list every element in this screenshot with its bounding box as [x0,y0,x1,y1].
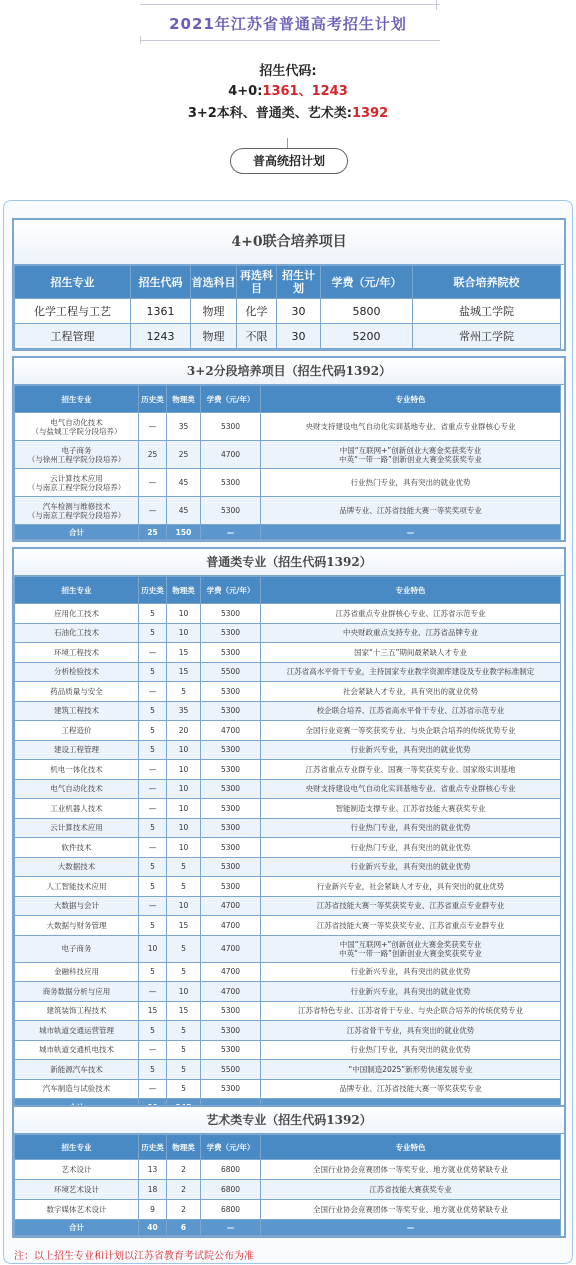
col-header: 学费（元/年） [201,1135,261,1160]
cell: 汽车制造与试验技术 [15,1079,139,1099]
col-header: 招生专业 [15,266,131,299]
cell: 10 [167,838,201,858]
cell: 2 [167,1200,201,1220]
cell: 5 [139,818,167,838]
cell: 5 [167,877,201,897]
total-cell: — [261,1220,561,1236]
table-row [15,838,561,858]
cell: 人工智能技术应用 [15,877,139,897]
col-header: 首选科目 [191,266,237,299]
codes-value: 1361、1243 [262,84,348,99]
cell: 1243 [131,324,191,349]
codes-line-3plus2 [0,102,576,121]
codes-value: 1392 [352,106,389,121]
table-row [15,497,561,525]
total-cell: 25 [139,525,167,540]
total-cell: 150 [167,525,201,540]
cell: 5300 [201,838,261,858]
cell: 5 [167,1040,201,1060]
total-cell: — [201,1220,261,1236]
segmented-header-row [15,386,561,413]
cell: 4700 [201,916,261,936]
col-header: 招生代码 [131,266,191,299]
cell: 电气自动化技术 （与盐城工学院分段培养） [15,413,139,441]
cell: 5 [167,857,201,877]
table-row [15,1200,561,1220]
cell: 15 [167,1001,201,1021]
cell: 江苏省重点专业群专业、国赛一等奖获奖专业、国家级实训基地 [261,760,561,780]
cell: 5300 [201,740,261,760]
cell: 城市轨道交通运营管理 [15,1021,139,1041]
cell: 物理 [191,324,237,349]
cell: 10 [167,982,201,1002]
cell: 15 [167,643,201,663]
cell: 工程造价 [15,721,139,741]
cell: 应用化工技术 [15,604,139,624]
cell: 5 [167,1021,201,1041]
cell: 城市轨道交通机电技术 [15,1040,139,1060]
cell: 10 [167,799,201,819]
cell: 25 [139,441,167,469]
table-row [15,604,561,624]
general-title: 普通类专业（招生代码1392） [14,549,564,576]
col-header: 联合培养院校 [413,266,561,299]
codes-prefix: 3+2本科、普通类、艺术类: [187,106,352,121]
plan-pill-wrap [0,138,576,178]
total-cell: — [261,525,561,540]
table-row [15,299,561,324]
cell: 1361 [131,299,191,324]
table-row [15,1180,561,1200]
cell: 10 [139,935,167,962]
arts-table [14,1134,561,1236]
cell: 电子商务 （与徐州工程学院分段培养） [15,441,139,469]
header [0,0,576,50]
cell: 2 [167,1180,201,1200]
cell: 行业热门专业，具有突出的就业优势 [261,838,561,858]
cell: 品牌专业、江苏省技能大赛一等奖获奖专业 [261,1079,561,1099]
cell: 江苏省高水平骨干专业，主持国家专业教学资源库建设及专业教学标准制定 [261,662,561,682]
table-row [15,721,561,741]
total-cell: — [201,525,261,540]
cell: 不限 [237,324,277,349]
cell: 江苏省特色专业、江苏省骨干专业、与央企联合培养的传统优势专业 [261,1001,561,1021]
cell: 大数据技术 [15,857,139,877]
table-row [15,799,561,819]
cell: 软件技术 [15,838,139,858]
cell: 13 [139,1160,167,1180]
cell: 5 [139,1060,167,1080]
cell: 5300 [201,413,261,441]
cell: 分析检验技术 [15,662,139,682]
cell: 5 [139,916,167,936]
cell: 6800 [201,1200,261,1220]
cell: 5300 [201,1021,261,1041]
arts-header-row [15,1135,561,1160]
cell: 4700 [201,441,261,469]
cell: 10 [167,896,201,916]
cell: — [139,982,167,1002]
cell: 江苏省技能大赛获奖专业 [261,1180,561,1200]
cell: 央财支持建设电气自动化实训基地专业、省重点专业群核心专业 [261,413,561,441]
table-row [15,1040,561,1060]
table-row [15,896,561,916]
cell: 化学工程与工艺 [15,299,131,324]
cell: 6800 [201,1160,261,1180]
codes-line-4plus0 [0,80,576,99]
cell: 20 [167,721,201,741]
cell: 5300 [201,469,261,497]
cell: 30 [277,299,321,324]
cell: 中国“互联网+”创新创业大赛金奖获奖专业 中英“一带一路”创新创业大赛金奖获奖专业 [261,441,561,469]
cell: 4700 [201,721,261,741]
col-header: 专业特色 [261,577,561,604]
cell: 2 [167,1160,201,1180]
cell: 物理 [191,299,237,324]
general-table [14,576,561,1116]
cell: 10 [167,740,201,760]
cell: 行业新兴专业，具有突出的就业优势 [261,857,561,877]
segmented-table [14,385,561,540]
footnote: 注：以上招生专业和计划以江苏省教育考试院公布为准 [14,1251,254,1262]
cell: — [139,1079,167,1099]
cell: — [139,760,167,780]
cell: 5300 [201,799,261,819]
cell: 校企联合培养、江苏省高水平骨干专业、江苏省示范专业 [261,701,561,721]
cell: 建筑装饰工程技术 [15,1001,139,1021]
total-cell: 合计 [15,1220,139,1236]
cell: 全国行业协会竞赛团体一等奖专业、地方就业优势紧缺专业 [261,1200,561,1220]
cell: 10 [167,623,201,643]
col-header: 专业特色 [261,386,561,413]
cell: 45 [167,469,201,497]
table-row [15,818,561,838]
cell: 5200 [321,324,413,349]
segmented-section [12,356,566,542]
cell: 5300 [201,818,261,838]
col-header: 招生专业 [15,577,139,604]
cell: 4700 [201,896,261,916]
cell: 工程管理 [15,324,131,349]
col-header: 学费（元/年） [201,577,261,604]
total-cell: 40 [139,1220,167,1236]
cell: 江苏省骨干专业，具有突出的就业优势 [261,1021,561,1041]
cell: 4700 [201,982,261,1002]
table-row [15,779,561,799]
cell: 环境艺术设计 [15,1180,139,1200]
table-row [15,962,561,982]
cell: 机电一体化技术 [15,760,139,780]
cell: 数字媒体艺术设计 [15,1200,139,1220]
col-header: 招生计划 [277,266,321,299]
table-row [15,643,561,663]
total-cell: 6 [167,1220,201,1236]
cell: 5 [167,935,201,962]
cell: — [139,682,167,702]
cell: 45 [167,497,201,525]
table-row [15,916,561,936]
cell: 大数据与会计 [15,896,139,916]
table-row [15,1021,561,1041]
col-header: 专业特色 [261,1135,561,1160]
cell: 15 [139,1001,167,1021]
cell: 5 [139,721,167,741]
page-title: 2021年江苏省普通高考招生计划 [169,15,407,33]
cell: 常州工学院 [413,324,561,349]
cell: 新能源汽车技术 [15,1060,139,1080]
cell: 化学 [237,299,277,324]
col-header: 物理类 [167,1135,201,1160]
table-row [15,324,561,349]
cell: 中央财政重点支持专业、江苏省品牌专业 [261,623,561,643]
cell: 社会紧缺人才专业，具有突出的就业优势 [261,682,561,702]
col-header: 历史类 [139,1135,167,1160]
cell: 4700 [201,935,261,962]
cell: 5 [139,623,167,643]
cell: 35 [167,701,201,721]
table-row [15,682,561,702]
col-header: 历史类 [139,386,167,413]
cell: 品牌专业、江苏省技能大赛一等奖奖项专业 [261,497,561,525]
cell: 中国“互联网+”创新创业大赛金奖获奖专业 中英“一带一路”创新创业大赛金奖获奖专业 [261,935,561,962]
cell: 5 [139,740,167,760]
cell: 金融科技应用 [15,962,139,982]
cell: 行业新兴专业，具有突出的就业优势 [261,982,561,1002]
col-header: 再选科目 [237,266,277,299]
cell: 15 [167,662,201,682]
cell: — [139,799,167,819]
cell: 30 [277,324,321,349]
cell: 商务数据分析与应用 [15,982,139,1002]
col-header: 历史类 [139,577,167,604]
cell: 9 [139,1200,167,1220]
cell: 5800 [321,299,413,324]
table-row [15,1079,561,1099]
cell: 5 [139,604,167,624]
table-row [15,1001,561,1021]
joint-title: 4+0联合培养项目 [14,220,564,265]
codes-label: 招生代码: [259,64,317,79]
cell: 5 [167,1079,201,1099]
joint-section [12,218,566,351]
table-row [15,469,561,497]
cell: 5 [139,877,167,897]
cell: 5 [139,962,167,982]
title-divider-mark [140,36,141,44]
cell: 5300 [201,497,261,525]
cell: 药品质量与安全 [15,682,139,702]
cell: 国家“十三五”期间最紧缺人才专业 [261,643,561,663]
cell: 建筑工程技术 [15,701,139,721]
cell: 江苏省技能大赛一等奖获奖专业、江苏省重点专业群专业 [261,896,561,916]
table-row [15,760,561,780]
cell: 5 [167,962,201,982]
cell: 云计算技术应用 [15,818,139,838]
col-header: 学费（元/年） [201,386,261,413]
cell: 5500 [201,662,261,682]
cell: — [139,497,167,525]
cell: 15 [167,916,201,936]
general-header-row [15,577,561,604]
plan-pill: 普高统招计划 [230,148,348,174]
cell: 5 [139,857,167,877]
cell: 5 [167,1060,201,1080]
joint-table [14,265,561,349]
cell: 艺术设计 [15,1160,139,1180]
table-row [15,413,561,441]
cell: 5500 [201,1060,261,1080]
cell: 央财支持建设电气自动化实训基地专业、省重点专业群核心专业 [261,779,561,799]
cell: 10 [167,779,201,799]
total-cell: 合计 [15,525,139,540]
cell: 行业热门专业，具有突出的就业优势 [261,469,561,497]
cell: — [139,896,167,916]
cell: 5 [139,662,167,682]
table-row [15,1160,561,1180]
cell: 5300 [201,623,261,643]
cell: 行业热门专业，具有突出的就业优势 [261,818,561,838]
cell: 盐城工学院 [413,299,561,324]
segmented-title: 3+2分段培养项目（招生代码1392） [14,358,564,385]
cell: 汽车检测与维修技术 （与南京工程学院分段培养） [15,497,139,525]
total-row [15,525,561,540]
cell: 石油化工技术 [15,623,139,643]
cell: 5300 [201,701,261,721]
cell: — [139,1040,167,1060]
table-row [15,701,561,721]
cell: 5300 [201,760,261,780]
cell: 电气自动化技术 [15,779,139,799]
cell: 35 [167,413,201,441]
title-divider-top [140,4,440,5]
cell: 行业热门专业，具有突出的就业优势 [261,1040,561,1060]
cell: 5300 [201,643,261,663]
cell: 5300 [201,1079,261,1099]
arts-section [12,1105,566,1238]
cell: — [139,469,167,497]
cell: 江苏省重点专业群核心专业、江苏省示范专业 [261,604,561,624]
table-row [15,740,561,760]
cell: 6800 [201,1180,261,1200]
title-divider-mark [436,0,437,10]
cell: 10 [167,818,201,838]
cell: — [139,838,167,858]
cell: 行业新兴专业，社会紧缺人才专业，具有突出的就业优势 [261,877,561,897]
total-row [15,1220,561,1236]
cell: 5300 [201,1040,261,1060]
col-header: 招生专业 [15,386,139,413]
table-row [15,935,561,962]
col-header: 物理类 [167,386,201,413]
title-divider-bottom [140,40,440,41]
cell: — [139,413,167,441]
col-header: 学费（元/年） [321,266,413,299]
cell: “中国制造2025”新形势快速发展专业 [261,1060,561,1080]
joint-header-row [15,266,561,299]
cell: 5300 [201,877,261,897]
cell: 全国行业竞赛一等奖获奖专业、与央企联合培养的传统优势专业 [261,721,561,741]
cell: 5300 [201,779,261,799]
cell: 5300 [201,1001,261,1021]
cell: 25 [167,441,201,469]
cell: 云计算技术应用 （与南京工程学院分段培养） [15,469,139,497]
cell: 电子商务 [15,935,139,962]
col-header: 招生专业 [15,1135,139,1160]
table-row [15,877,561,897]
cell: 5 [139,701,167,721]
cell: 全国行业协会竞赛团体一等奖专业、地方就业优势紧缺专业 [261,1160,561,1180]
cell: 江苏省技能大赛一等奖获奖专业、江苏省重点专业群专业 [261,916,561,936]
table-row [15,623,561,643]
cell: 环境工程技术 [15,643,139,663]
table-row [15,982,561,1002]
cell: 10 [167,760,201,780]
cell: 18 [139,1180,167,1200]
cell: 行业新兴专业，具有突出的就业优势 [261,740,561,760]
table-row [15,1060,561,1080]
cell: 工业机器人技术 [15,799,139,819]
cell: — [139,643,167,663]
cell: 5300 [201,604,261,624]
cell: — [139,779,167,799]
cell: 10 [167,604,201,624]
cell: 智能制造支撑专业、江苏省技能大赛获奖专业 [261,799,561,819]
cell: 5 [167,682,201,702]
table-row [15,441,561,469]
general-section [12,547,566,1118]
arts-title: 艺术类专业（招生代码1392） [14,1107,564,1134]
codes-prefix: 4+0: [228,84,263,99]
table-row [15,662,561,682]
cell: 5300 [201,682,261,702]
cell: 行业新兴专业，具有突出的就业优势 [261,962,561,982]
cell: 建设工程管理 [15,740,139,760]
cell: 大数据与财务管理 [15,916,139,936]
pill-connector [287,138,288,148]
col-header: 物理类 [167,577,201,604]
cell: 5 [139,1021,167,1041]
table-row [15,857,561,877]
cell: 4700 [201,962,261,982]
cell: 5300 [201,857,261,877]
